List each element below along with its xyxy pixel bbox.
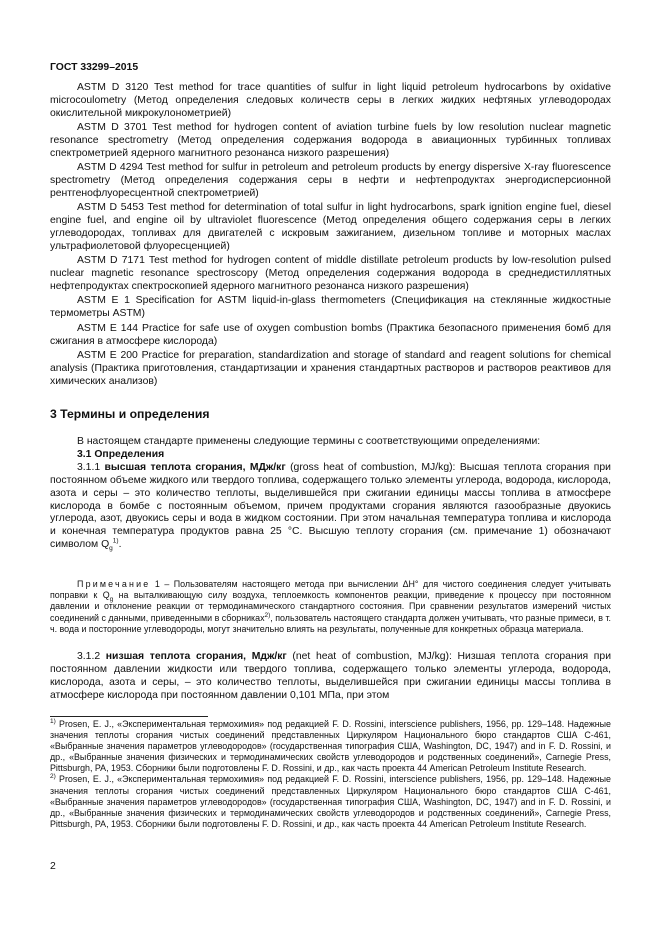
- footnote-mark: 2): [50, 773, 56, 781]
- note-label: Примечание: [77, 579, 151, 589]
- footnote-ref: 2): [264, 611, 271, 619]
- reference-item: ASTM D 7171 Test method for hydrogen content of middle distillate petroleum products by low-resolution pulsed nuclear magnetic resonance spectroscopy (Метод определения содержания водорода в среднедистиллятных нефтепродуктах спектроскопией ядерного магнитного резонанса низкого разрешения): [50, 255, 611, 293]
- term-text-end: .: [118, 539, 122, 551]
- term-definition-2: 3.1.2 низшая теплота сгорания, Мдж/кг (net heat of combustion, MJ/kg): Низшая теплота сгорания при постоянном давлении жидкости или твердого топлива, содержащего только элементы углерода, водорода, кислорода, азота и серы, – это количество теплоты, выделившейся при сжигании единицы массы топлива в атмосфере кислорода при постоянном давлении 0,101 МПа, при этом: [50, 651, 611, 701]
- footnotes: [50, 719, 611, 830]
- reference-item: ASTM D 4294 Test method for sulfur in petroleum and petroleum products by energy dispersive X-ray fluorescence spectrometry (Метод определения содержания серы в нефти и нефтепродуктах энергодисперсионной рентгенофлуоресцентной спектрометрией): [50, 162, 611, 200]
- term-text: (gross heat of combustion, MJ/kg): Высшая теплота сгорания при постоянном объеме жидкого или твердого топлива, содержащего только элементы углерода, водорода, кислорода, азота и серы – это количество теплоты, выделившейся при сжигании единицы массы топлива в атмосфере кислорода в бомбе с постоянным объемом, причем продуктами сгорания являются газообразные двуокись углерода, азот, двуокись серы и вода в жидком состоянии. При этом начальная температура топлива и кислорода и конечная температура продуктов равна 25 °С. Высшую теплоту сгорания (см. примечание 1) обозначают символом Q: [50, 461, 611, 551]
- note-subscript: g: [109, 595, 114, 603]
- note-text: 1 – Пользователям настоящего метода при вычислении ΔH° для чистого соединения следует учитывать поправки к Q: [50, 579, 612, 601]
- term-text: (net heat of combustion, MJ/kg): Низшая теплота сгорания при постоянном давлении жидкости или твердого топлива, содержащего только элементы углерода, водорода, кислорода, азота и серы, – это количество теплоты, выделившейся при сжигании единицы массы топлива в атмосфере кислорода при постоянном давлении 0,101 МПа, при этом: [50, 651, 611, 701]
- page-number: 2: [50, 861, 56, 872]
- term-unit: Мдж/кг: [251, 651, 287, 662]
- symbol-subscript: g: [109, 545, 113, 553]
- section-body: [50, 436, 611, 552]
- note-block: [50, 579, 611, 635]
- note-text-c: , пользователь настоящего стандарта должен учитывать, что разные примеси, в т. ч. вода и посторонние углеводороды, могут значительно влиять на результаты, полученные для конкретных образца материала.: [50, 612, 611, 634]
- section-title: 3 Термины и определения: [50, 407, 210, 421]
- reference-item: ASTM E 144 Practice for safe use of oxygen combustion bombs (Практика безопасного применения бомб для сжигания в атмосфере кислорода): [50, 322, 611, 347]
- section-intro: В настоящем стандарте применены следующие термины с соответствующими определениями:: [77, 436, 541, 447]
- term-name: высшая теплота сгорания: [104, 461, 243, 473]
- footnote-text: Prosen, E. J., «Экспериментальная термохимия» под редакцией F. D. Rossini, interscience publishers, 1956, pp. 129–148. Надежные значения теплоты сгорания чистых соединений представленных Циркуляром Национального бюро стандартов США С-461, «Выбранные значения параметров углеводородов» (государственная типография США, Washington, DC, 1947) and in F. D. Rossini, и др., «Выбранные значения физических и термодинамических свойств углеводородов и родственных соединений», Carnegie Press, Pittsburgh, PA, 1953. Сборники были подготовлены F. D. Rossini, и др., как часть проекта 44 American Petroleum Institute Research.: [50, 774, 611, 829]
- footnote-item: [50, 719, 611, 774]
- term-definition-1: 3.1.1 высшая теплота сгорания, МДж/кг (gross heat of combustion, MJ/kg): Высшая теплота сгорания при постоянном объеме жидкого или твердого топлива, содержащего только элементы углерода, водорода, кислорода, азота и серы – это количество теплоты, выделившейся при сжигании единицы массы топлива в атмосфере кислорода в бомбе с постоянным объемом, причем продуктами сгорания являются газообразные двуокись углерода, азот, двуокись серы и вода в жидком состоянии. При этом начальная температура топлива и кислорода и конечная температура продуктов равна 25 °С. Высшую теплоту сгорания (см. примечание 1) обозначают символом $Q_g^{1)}$.: [50, 461, 611, 553]
- subsection-heading: 3.1 Определения: [77, 448, 165, 460]
- section-body-continued: [50, 651, 611, 703]
- reference-item: ASTM E 1 Specification for ASTM liquid-in-glass thermometers (Спецификация на стеклянные жидкостные термометры ASTM): [50, 295, 611, 320]
- footnote-text: Prosen, E. J., «Экспериментальная термохимия» под редакцией F. D. Rossini, interscience publishers, 1956, pp. 129–148. Надежные значения теплоты сгорания чистых соединений представленных Циркуляром Национального бюро стандартов США С-461, «Выбранные значения параметров углеводородов» (государственная типография США, Washington, DC, 1947) and in F. D. Rossini, и др., «Выбранные значения физических и термодинамических свойств углеводородов и родственных соединений», Carnegie Press, Pittsburgh, PA, 1953. Сборники были подготовлены F. D. Rossini, и др., как часть проекта 44 American Petroleum Institute Research.: [50, 719, 611, 774]
- references-list: [50, 82, 611, 390]
- document-id: ГОСТ 33299–2015: [50, 62, 139, 73]
- note-paragraph: [50, 579, 611, 635]
- term-unit: МДж/кг: [249, 461, 286, 473]
- reference-item: ASTM D 3120 Test method for trace quantities of sulfur in light liquid petroleum hydrocarbons by oxidative microcoulometry (Метод определения следовых количеств серы в легких жидких нефтяных углеводородах окислительной микрокулонометрией): [50, 82, 611, 119]
- term-number: 3.1.2: [77, 651, 101, 662]
- note-text-b: на выталкивающую силу воздуха, теплоемкость компонентов реакции, приведение к процессу при постоянном давлении и отклонение реакции от термодинамического стандартного состояния. При сравнении результатов измерений чистых соединений с данными, приведенными в сборниках: [50, 590, 611, 623]
- footnote-mark: 1): [50, 718, 56, 726]
- reference-item: ASTM E 200 Practice for preparation, standardization and storage of standard and reagent solutions for chemical analysis (Практика приготовления, стандартизации и хранения стандартных растворов и растворов реактивов для химических анализов): [50, 349, 611, 387]
- reference-item: ASTM D 5453 Test method for determination of total sulfur in light hydrocarbons, spark ignition engine fuel, diesel engine fuel, and engine oil by ultraviolet fluorescence (Метод определения общего содержания серы в легких углеводородах, топливах для двигателей с искровым зажиганием, дизельном топливе и моторных маслах ультрафиолетовой флуоресценцией): [50, 202, 611, 253]
- term-number: 3.1.1: [77, 461, 101, 473]
- footnote-item: [50, 774, 611, 829]
- footnote-ref: 1): [112, 537, 119, 545]
- footnote-divider: [50, 716, 208, 717]
- term-name: низшая теплота сгорания: [105, 651, 244, 662]
- reference-item: ASTM D 3701 Test method for hydrogen content of aviation turbine fuels by low resolution nuclear magnetic resonance spectrometry (Метод определения содержания водорода в авиационных турбинных топливах спектрометрией ядерного магнитного резонанса низкого разрешения): [50, 122, 611, 159]
